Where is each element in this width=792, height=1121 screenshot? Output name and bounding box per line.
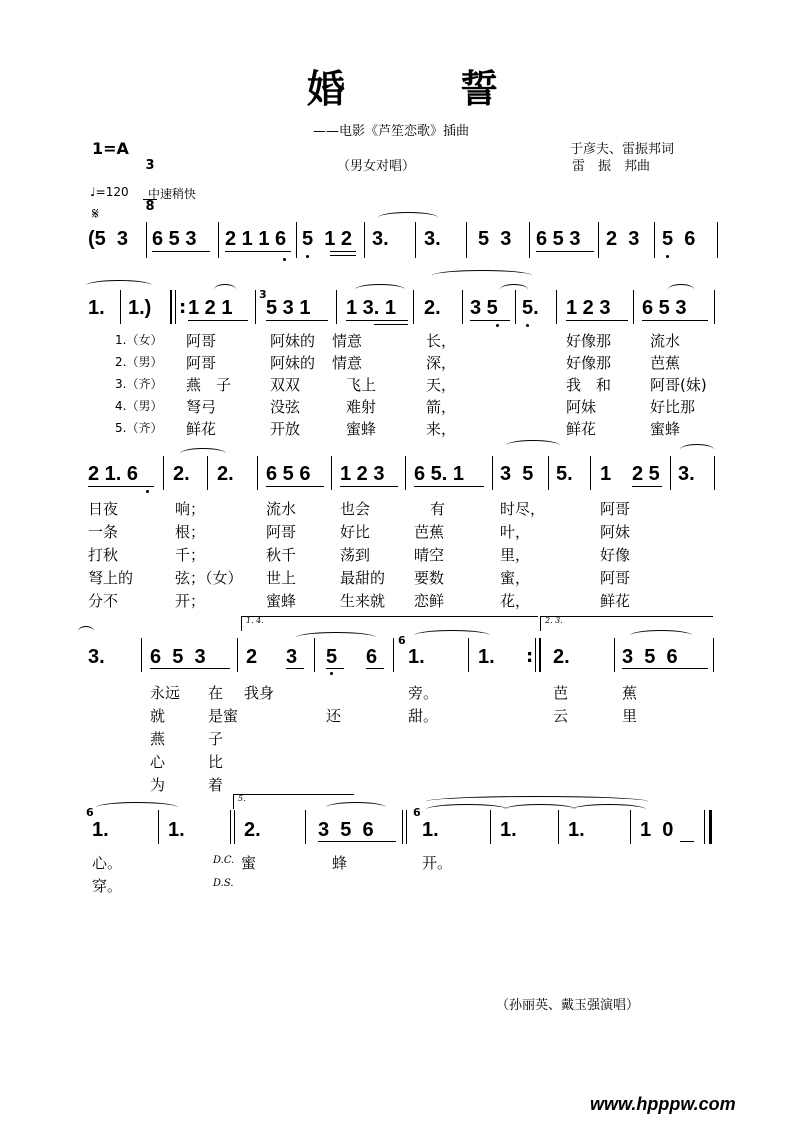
- slur: [214, 284, 236, 295]
- tie: [680, 444, 714, 455]
- verse-label: 1.（女）: [115, 333, 163, 347]
- measure: 3: [286, 646, 298, 668]
- underline: [266, 320, 328, 321]
- lyric: 花，: [500, 592, 531, 610]
- ds-mark: D.S.: [213, 878, 234, 889]
- barline: [207, 456, 208, 490]
- lyric: 阿哥: [266, 523, 297, 541]
- barline: [406, 810, 407, 844]
- measure: 3.: [424, 228, 441, 250]
- lyric: 云: [553, 707, 569, 725]
- lyric: 芭: [553, 684, 569, 702]
- measure: 1.: [478, 646, 495, 668]
- measure: 2.: [553, 646, 570, 668]
- repeat-dots: :: [179, 297, 187, 318]
- measure: 1.: [568, 819, 585, 841]
- lyric: 穿。: [92, 877, 123, 895]
- barline: [146, 222, 147, 258]
- barline: [393, 638, 394, 672]
- barline: [558, 810, 559, 844]
- lyric: 甜。: [408, 707, 439, 725]
- lyric: 蜜蜂: [650, 420, 681, 438]
- lyric: 情意: [332, 332, 363, 350]
- lyric: 鲜花: [186, 420, 217, 438]
- underline: [632, 486, 662, 487]
- underline: [374, 324, 408, 325]
- barline: [490, 810, 491, 844]
- barline: [630, 810, 631, 844]
- lyric: 是蜜: [208, 707, 239, 725]
- barline: [218, 222, 219, 258]
- underline: [330, 255, 356, 256]
- measure: 3 5: [470, 297, 498, 319]
- barline: [336, 290, 337, 324]
- lyric: 箭，: [426, 398, 457, 416]
- slur: [630, 630, 692, 641]
- underline: [566, 320, 628, 321]
- meter-change: 6: [398, 634, 406, 647]
- lyric: 鲜花: [600, 592, 631, 610]
- website-watermark: www.hpppw.com: [590, 1094, 736, 1114]
- barline: [163, 456, 164, 490]
- measure: 6 5 3: [152, 228, 197, 250]
- lyric: 芭蕉: [650, 354, 681, 372]
- lyric: 阿哥(妹): [650, 376, 707, 394]
- final-barline: [709, 810, 712, 844]
- underline: [622, 668, 708, 669]
- underline: [188, 320, 248, 321]
- underline: [414, 486, 484, 487]
- barline: [713, 638, 714, 672]
- lyric: 比: [208, 753, 224, 771]
- barline: [141, 638, 142, 672]
- volta-label: 5.: [238, 794, 246, 803]
- lyric: 燕 子: [186, 376, 232, 394]
- barline: [364, 222, 365, 258]
- measure: 1 2 3: [340, 463, 385, 485]
- lyric: 蕉: [622, 684, 638, 702]
- lyric: 蜂: [332, 854, 348, 872]
- meter-change: 3: [259, 288, 267, 301]
- slur: [326, 802, 386, 813]
- slur: [506, 440, 560, 451]
- measure: 3 5 6: [622, 646, 678, 668]
- barline: [704, 810, 705, 844]
- tie: [378, 212, 438, 223]
- measure: 5 6: [662, 228, 696, 250]
- measure: 5 1 2: [302, 228, 353, 250]
- lyric: 鲜花: [566, 420, 597, 438]
- barline: [654, 222, 655, 258]
- barline: [405, 456, 406, 490]
- measure: 2 3: [606, 228, 640, 250]
- meter-change: 6: [86, 806, 94, 819]
- low-octave-dot: [496, 324, 499, 327]
- lyric: 时尽，: [500, 500, 546, 518]
- measure: 2 1 1 6: [225, 228, 287, 250]
- underline: [366, 668, 384, 669]
- measure: (5 3: [88, 228, 129, 250]
- measure: 6 5. 1: [414, 463, 465, 485]
- barline: [556, 290, 557, 324]
- performers-type: （男女对唱）: [337, 159, 416, 174]
- low-octave-dot: [146, 490, 149, 493]
- slur: [355, 284, 405, 295]
- measure: 2 1. 6: [88, 463, 139, 485]
- low-octave-dot: [306, 255, 309, 258]
- measure: 1.: [88, 297, 105, 319]
- barline: [614, 638, 615, 672]
- barline: [305, 810, 306, 844]
- lyric: 流水: [266, 500, 297, 518]
- underline: [326, 668, 344, 669]
- measure: 5: [326, 646, 338, 668]
- lyric: 心: [150, 753, 166, 771]
- barline: [230, 810, 231, 844]
- barline: [529, 222, 530, 258]
- lyric: 难射: [346, 398, 377, 416]
- measure: 2 5: [632, 463, 660, 485]
- barline: [468, 638, 469, 672]
- low-octave-dot: [666, 255, 669, 258]
- tempo-text: 中速稍快: [148, 187, 197, 201]
- measure: 1 0: [640, 819, 674, 841]
- barline: [714, 456, 715, 490]
- meter-change: 6: [413, 806, 421, 819]
- time-signature: 3 8: [143, 133, 157, 226]
- barline: [255, 290, 256, 324]
- lyric: 阿妹的: [270, 332, 316, 350]
- slur: [668, 284, 694, 295]
- lyric: 蜜，: [500, 569, 531, 587]
- measure: 3.: [88, 646, 105, 668]
- repeat-end-barline: [539, 638, 541, 672]
- verse-label: 2.（男）: [115, 355, 163, 369]
- lyric: 世上: [266, 569, 297, 587]
- lyric: 阿哥: [186, 332, 217, 350]
- verse-label: 3.（齐）: [115, 377, 163, 391]
- barline: [402, 810, 403, 844]
- measure: 5.: [556, 463, 573, 485]
- verse-label: 4.（男）: [115, 399, 163, 413]
- lyric: 天，: [426, 376, 457, 394]
- lyric: 晴空: [414, 546, 445, 564]
- lyric: 荡到: [340, 546, 371, 564]
- lyric: 流水: [650, 332, 681, 350]
- measure: 3 5 6: [318, 819, 374, 841]
- barline: [633, 290, 634, 324]
- underline: [330, 251, 356, 252]
- volta-label: 2. 3.: [545, 616, 563, 625]
- segno-sign: 𝄋: [92, 204, 99, 223]
- measure: 6 5 3: [536, 228, 581, 250]
- lyric: 飞上: [346, 376, 377, 394]
- barline: [714, 290, 715, 324]
- lyric: 还: [326, 707, 342, 725]
- verse-label: 5.（齐）: [115, 421, 163, 435]
- lyric: 根；: [175, 523, 206, 541]
- lyric: 好像那: [566, 332, 612, 350]
- lyric: 蜜蜂: [346, 420, 377, 438]
- lyric: 就: [150, 707, 166, 725]
- lyric: 开。: [422, 854, 453, 872]
- barline: [515, 290, 516, 324]
- lyric: 阿哥: [600, 569, 631, 587]
- lyric: 里: [622, 707, 638, 725]
- tie: [296, 632, 376, 643]
- lyric: 在: [208, 684, 224, 702]
- underline: [318, 841, 396, 842]
- tie: [426, 804, 508, 815]
- barline: [590, 456, 591, 490]
- lyric: 好比那: [650, 398, 696, 416]
- lyric: 蜜: [241, 854, 257, 872]
- lyric: 分不: [88, 592, 119, 610]
- tie: [414, 630, 490, 641]
- underline: [642, 320, 708, 321]
- lyric: 弩弓: [186, 398, 217, 416]
- lyric: 燕: [150, 730, 166, 748]
- lyric: 秋千: [266, 546, 297, 564]
- lyric: 好像那: [566, 354, 612, 372]
- tie: [432, 270, 532, 281]
- volta-label: 1. 4.: [246, 616, 264, 625]
- lyric: 弩上的: [88, 569, 134, 587]
- lyric: 情意: [332, 354, 363, 372]
- lyricist: 于彦夫、雷振邦词: [570, 142, 675, 157]
- volta-bracket-2: [540, 616, 713, 631]
- lyric: 叶，: [500, 523, 531, 541]
- lyric: 我 和: [566, 376, 612, 394]
- title-char-2: 誓: [460, 66, 499, 111]
- barline: [670, 456, 671, 490]
- lyric: 生来就: [340, 592, 386, 610]
- lyric: 要数: [414, 569, 445, 587]
- lyric: 日夜: [88, 500, 119, 518]
- measure: 2.: [244, 819, 261, 841]
- lyric: 一条: [88, 523, 119, 541]
- barline: [175, 290, 176, 324]
- subtitle: ——电影《芦笙恋歌》插曲: [313, 124, 470, 139]
- key-signature: 1=A: [92, 139, 129, 158]
- barline: [492, 456, 493, 490]
- lyric: 永远: [150, 684, 181, 702]
- barline: [257, 456, 258, 490]
- lyric: 最甜的: [340, 569, 386, 587]
- barline: [717, 222, 718, 258]
- measure: 6: [366, 646, 378, 668]
- underline: [340, 486, 398, 487]
- tie: [180, 448, 226, 459]
- lyric: 深，: [426, 354, 457, 372]
- lyric: 双双: [270, 376, 301, 394]
- underline: [150, 668, 230, 669]
- barline: [598, 222, 599, 258]
- measure: 1.): [128, 297, 152, 319]
- tie: [78, 626, 94, 637]
- low-octave-dot: [526, 324, 529, 327]
- measure: 6 5 3: [150, 646, 206, 668]
- measure: 1 2 3: [566, 297, 611, 319]
- lyric: 打秋: [88, 546, 119, 564]
- volta-bracket-1: [241, 616, 538, 631]
- underline: [680, 841, 694, 842]
- barline: [535, 638, 536, 672]
- barline: [466, 222, 467, 258]
- measure: 2.: [217, 463, 234, 485]
- lyric: 来，: [426, 420, 457, 438]
- lyric: 芭蕉: [414, 523, 445, 541]
- lyric: 恋鲜: [414, 592, 445, 610]
- tie: [504, 804, 576, 815]
- low-octave-dot: [330, 672, 333, 675]
- lyric: 旁。: [408, 684, 439, 702]
- barline: [413, 290, 414, 324]
- barline: [462, 290, 463, 324]
- composer: 雷 振 邦曲: [572, 159, 651, 174]
- measure: 2: [246, 646, 258, 668]
- measure: 1.: [422, 819, 439, 841]
- barline: [314, 638, 315, 672]
- lyric: 开；: [175, 592, 206, 610]
- measure: 3.: [372, 228, 389, 250]
- barline: [120, 290, 121, 324]
- measure: 3.: [678, 463, 695, 485]
- underline: [225, 251, 291, 252]
- lyric: 没弦: [270, 398, 301, 416]
- underline: [286, 668, 304, 669]
- tie: [572, 804, 646, 815]
- lyric: 阿哥: [600, 500, 631, 518]
- lyric: 好比: [340, 523, 371, 541]
- lyric: 阿妹的: [270, 354, 316, 372]
- lyric: 长，: [426, 332, 457, 350]
- measure: 1.: [500, 819, 517, 841]
- lyric: 响；: [175, 500, 206, 518]
- lyric: 阿妹: [600, 523, 631, 541]
- lyric: 好像: [600, 546, 631, 564]
- measure: 1 2 1: [188, 297, 233, 319]
- lyric: 开放: [270, 420, 301, 438]
- lyric: 阿妹: [566, 398, 597, 416]
- measure: 1.: [408, 646, 425, 668]
- measure: 1 3. 1: [346, 297, 397, 319]
- measure: 2.: [424, 297, 441, 319]
- underline: [88, 486, 154, 487]
- barline: [234, 810, 235, 844]
- lyric: 也会: [340, 500, 371, 518]
- lyric: 着: [208, 776, 224, 794]
- tie: [96, 802, 178, 813]
- underline: [470, 320, 510, 321]
- barline: [237, 638, 238, 672]
- dc-mark: D.C.: [213, 855, 235, 866]
- repeat-dots: :: [526, 646, 534, 667]
- measure: 5.: [522, 297, 539, 319]
- measure: 5 3: [478, 228, 512, 250]
- low-octave-dot: [283, 258, 286, 261]
- lyric: 心。: [92, 854, 123, 872]
- barline: [296, 222, 297, 258]
- lyric: 有: [430, 500, 446, 518]
- lyric: 里，: [500, 546, 531, 564]
- lyric: 弦；（女）: [175, 569, 243, 587]
- underline: [536, 251, 594, 252]
- measure: 2.: [173, 463, 190, 485]
- lyric: 阿哥: [186, 354, 217, 372]
- measure: 6 5 6: [266, 463, 311, 485]
- measure: 1: [600, 463, 612, 485]
- lyric: 蜜蜂: [266, 592, 297, 610]
- slur: [500, 284, 528, 295]
- measure: 1.: [168, 819, 185, 841]
- underline: [346, 320, 408, 321]
- repeat-start-barline: [170, 290, 172, 324]
- underline: [152, 251, 210, 252]
- lyric: 我身: [244, 684, 275, 702]
- lyric: 子: [208, 730, 224, 748]
- measure: 5 3 1: [266, 297, 311, 319]
- tie: [86, 280, 152, 291]
- measure: 6 5 3: [642, 297, 687, 319]
- singers-credit: （孙丽英、戴玉强演唱）: [496, 998, 640, 1013]
- barline: [331, 456, 332, 490]
- measure: 3 5: [500, 463, 534, 485]
- lyric: 为: [150, 776, 166, 794]
- underline: [266, 486, 324, 487]
- lyric: 千；: [175, 546, 206, 564]
- measure: 1.: [92, 819, 109, 841]
- barline: [548, 456, 549, 490]
- barline: [158, 810, 159, 844]
- title-char-1: 婚: [307, 66, 346, 111]
- tempo-mark: ♩=120: [90, 185, 129, 199]
- barline: [415, 222, 416, 258]
